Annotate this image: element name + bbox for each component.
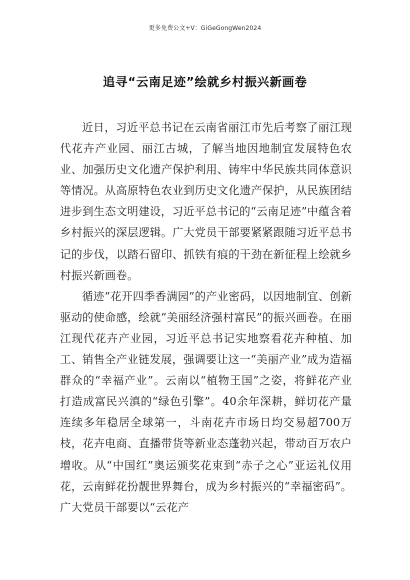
document-body — [60, 117, 352, 518]
paragraph-2: 循迹“花开四季香满园”的产业密码，以因地制宜、创新驱动的使命感，绘就“美丽经济强村富民”的振兴画卷。在丽江现代花卉产业园，习近平总书记实地察看花卉种植、加工、销售全产业链发展，强调要让这一“美丽产业”成为造福群众的“幸福产业”。云南以“植物王国”之姿，将鲜花产业打造成富民兴滇的“绿色引擎”。40余年深耕，鲜切花产量连续多年稳居全球第一，斗南花卉市场日均交易超700万枝，花卉电商、直播带货等新业态蓬勃兴起，带动百万农户增收。从“中国红”奥运颁奖花束到“赤子之心”亚运礼仪用花，云南鲜花扮靓世界舞台，成为乡村振兴的“幸福密码”。广大党员干部要以“云花产 — [60, 289, 352, 514]
document-title: 追寻“云南足迹”绘就乡村振兴新画卷 — [102, 75, 308, 89]
header-note: 更多免费公文+V：GiGeGongWen2024 — [148, 25, 262, 32]
paragraph-1: 近日，习近平总书记在云南省丽江市先后考察了丽江现代花卉产业园、丽江古城，了解当地因地制宜发展特色农业、加强历史文化遗产保护利用、铸牢中华民族共同体意识等情况。从高原特色农业到历史文化遗产保护，从民族团结进步到生态文明建设，习近平总书记的“云南足迹”中蕴含着乡村振兴的深层逻辑。广大党员干部要紧紧跟随习近平总书记的步伐，以踏石留印、抓铁有痕的干劲在新征程上绘就乡村振兴新画卷。 — [60, 121, 352, 282]
